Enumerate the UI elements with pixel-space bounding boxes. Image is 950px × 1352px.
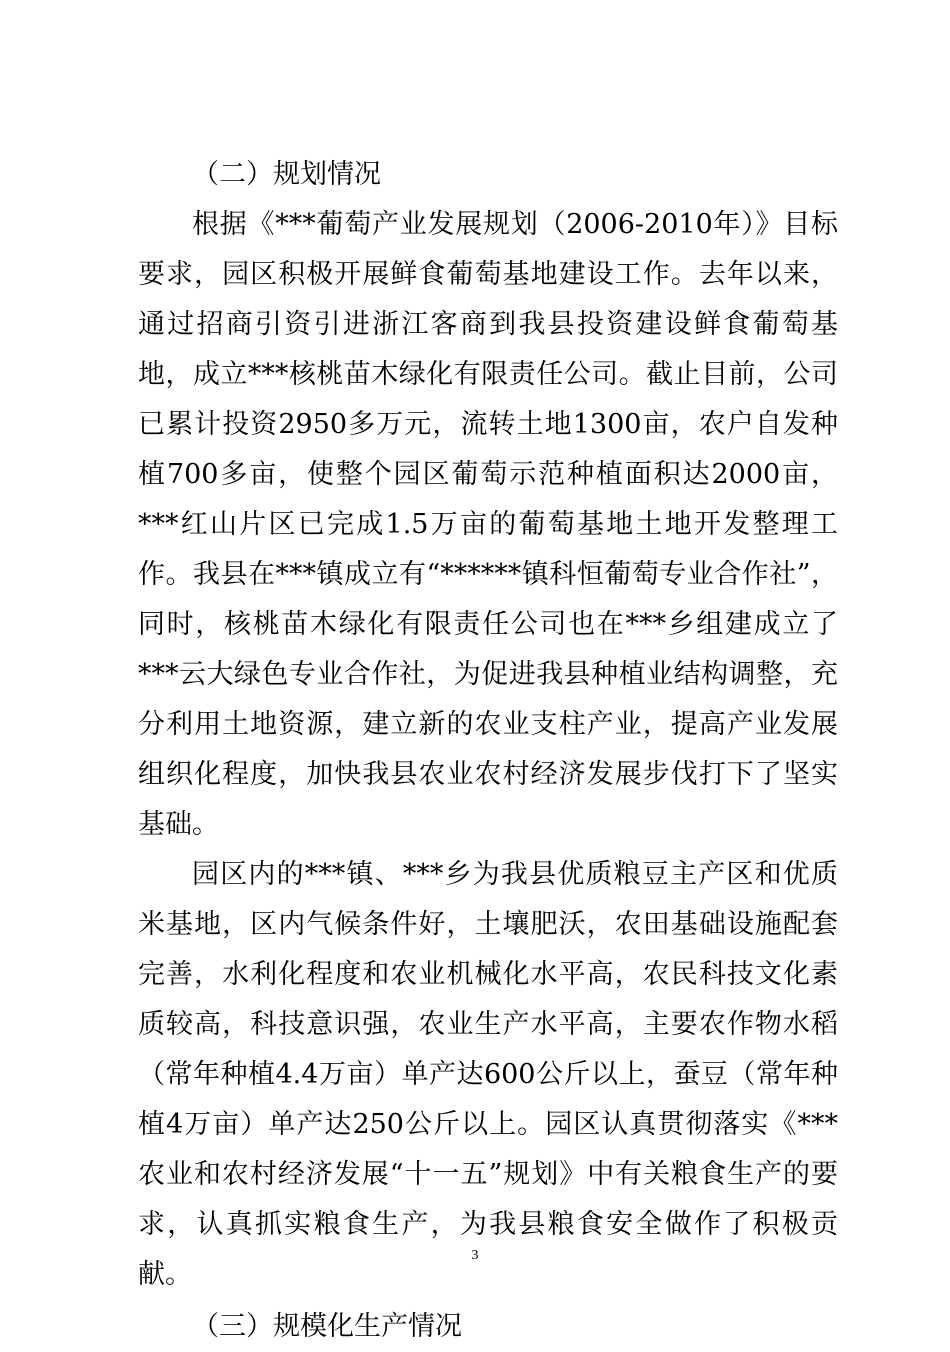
section-heading-planning: （二）规划情况: [192, 159, 381, 190]
paragraph-grain-production: 园区内的***镇、***乡为我县优质粮豆主产区和优质米基地，区内气候条件好，土壤肥沃，农田基础设施配套完善，水利化程度和农业机械化水平高，农民科技文化素质较高，科技意识强，农业生产水平高，主要农作物水稻（常年种植4.4万亩）单产达600公斤以上，蚕豆（常年种植4万亩）单产达250公斤以上。园区认真贯彻落实《***农业和农村经济发展“十一五”规划》中有关粮食生产的要求，认真抓实粮食生产，为我县粮食安全做作了积极贡献。: [138, 859, 838, 1290]
page-number: 3: [471, 1248, 479, 1263]
section-heading-scale-production: （三）规模化生产情况: [192, 1311, 462, 1342]
document-body: [138, 150, 838, 1352]
paragraph-grape-base: 根据《***葡萄产业发展规划（2006-2010年）》目标要求，园区积极开展鲜食葡萄基地建设工作。去年以来，通过招商引资引进浙江客商到我县投资建设鲜食葡萄基地，成立***核桃苗木绿化有限责任公司。截止目前，公司已累计投资2950多万元，流转土地1300亩，农户自发种植700多亩，使整个园区葡萄示范种植面积达2000亩，***红山片区已完成1.5万亩的葡萄基地土地开发整理工作。我县在***镇成立有“******镇科恒葡萄专业合作社”，同时，核桃苗木绿化有限责任公司也在***乡组建成立了***云大绿色专业合作社，为促进我县种植业结构调整，充分利用土地资源，建立新的农业支柱产业，提高产业发展组织化程度，加快我县农业农村经济发展步伐打下了坚实基础。: [138, 209, 838, 840]
